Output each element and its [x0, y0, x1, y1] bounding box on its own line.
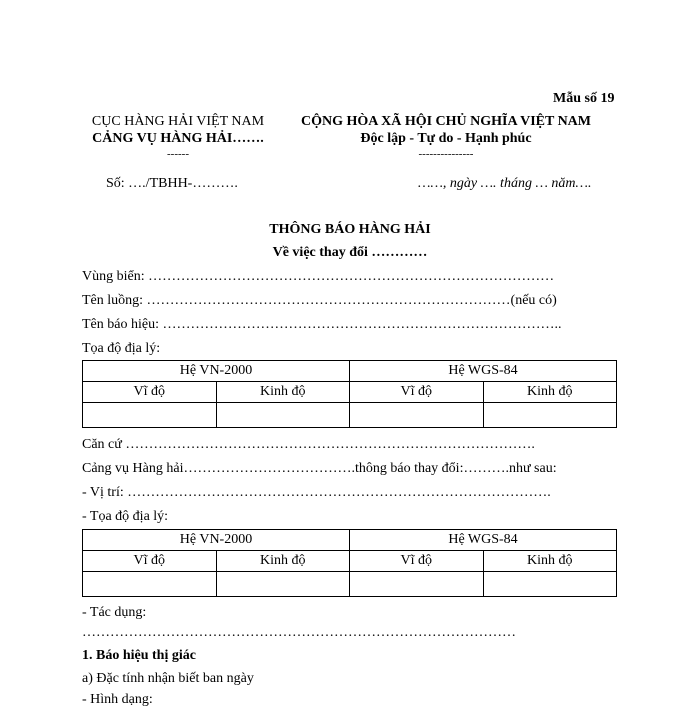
coordinate-table-2 [82, 529, 617, 597]
left-header-rule: ------ [167, 148, 189, 160]
empty-cell [83, 572, 217, 597]
port-authority-line: Cảng vụ Hàng hải……………………………….thông báo thay đổi:……….như sau: [82, 461, 557, 476]
document-subtitle: Về việc thay đổi ………… [272, 245, 428, 260]
effect-label: - Tác dụng: [82, 605, 147, 620]
document-number: Số: …./TBHH-………. [106, 176, 238, 191]
column-longitude: Kinh độ [216, 382, 350, 403]
column-latitude: Vĩ độ [350, 551, 484, 572]
column-longitude: Kinh độ [483, 382, 617, 403]
agency-name: CỤC HÀNG HẢI VIỆT NAM [91, 114, 265, 129]
channel-name-field: Tên luồng: ……………………………………………………………………(nếu có) [82, 293, 557, 308]
right-header-rule: --------------- [418, 148, 474, 160]
column-latitude: Vĩ độ [350, 382, 484, 403]
system-header-vn2000: Hệ VN-2000 [83, 530, 350, 551]
shape-line: - Hình dạng: [82, 692, 153, 707]
empty-cell [483, 572, 617, 597]
coordinates-label: Tọa độ địa lý: [82, 341, 161, 356]
sea-area-field: Vùng biển: …………………………………………………………………………… [82, 269, 555, 284]
effect-dots: ………………………………………………………………………………… [82, 625, 516, 640]
beacon-name-field: Tên báo hiệu: ………………………………………………………………………….. [82, 317, 562, 332]
port-authority-name: CẢNG VỤ HÀNG HẢI……. [92, 131, 264, 146]
column-latitude: Vĩ độ [83, 382, 217, 403]
system-header-wgs84: Hệ WGS-84 [350, 530, 617, 551]
coordinate-table-1 [82, 360, 617, 428]
national-motto: Độc lập - Tự do - Hạnh phúc [360, 131, 532, 146]
basis-line: Căn cứ ……………………………………………………………………………. [82, 437, 535, 452]
system-header-vn2000: Hệ VN-2000 [83, 361, 350, 382]
document-date: ……, ngày …. tháng … năm…. [418, 176, 592, 191]
document-title: THÔNG BÁO HÀNG HẢI [269, 222, 431, 237]
form-number: Mẫu số 19 [553, 91, 615, 106]
empty-cell [483, 403, 617, 428]
system-header-wgs84: Hệ WGS-84 [350, 361, 617, 382]
national-title: CỘNG HÒA XÃ HỘI CHỦ NGHĨA VIỆT NAM [300, 114, 591, 129]
empty-cell [350, 572, 484, 597]
section-daytime-characteristics: a) Đặc tính nhận biết ban ngày [82, 671, 254, 686]
coordinates-label-2: - Tọa độ địa lý: [82, 509, 169, 524]
position-line: - Vị trí: ………………………………………………………………………………. [82, 485, 551, 500]
column-longitude: Kinh độ [483, 551, 617, 572]
empty-cell [216, 403, 350, 428]
section-visual-signs: 1. Báo hiệu thị giác [82, 648, 196, 663]
column-longitude: Kinh độ [216, 551, 350, 572]
column-latitude: Vĩ độ [83, 551, 217, 572]
empty-cell [216, 572, 350, 597]
empty-cell [83, 403, 217, 428]
empty-cell [350, 403, 484, 428]
